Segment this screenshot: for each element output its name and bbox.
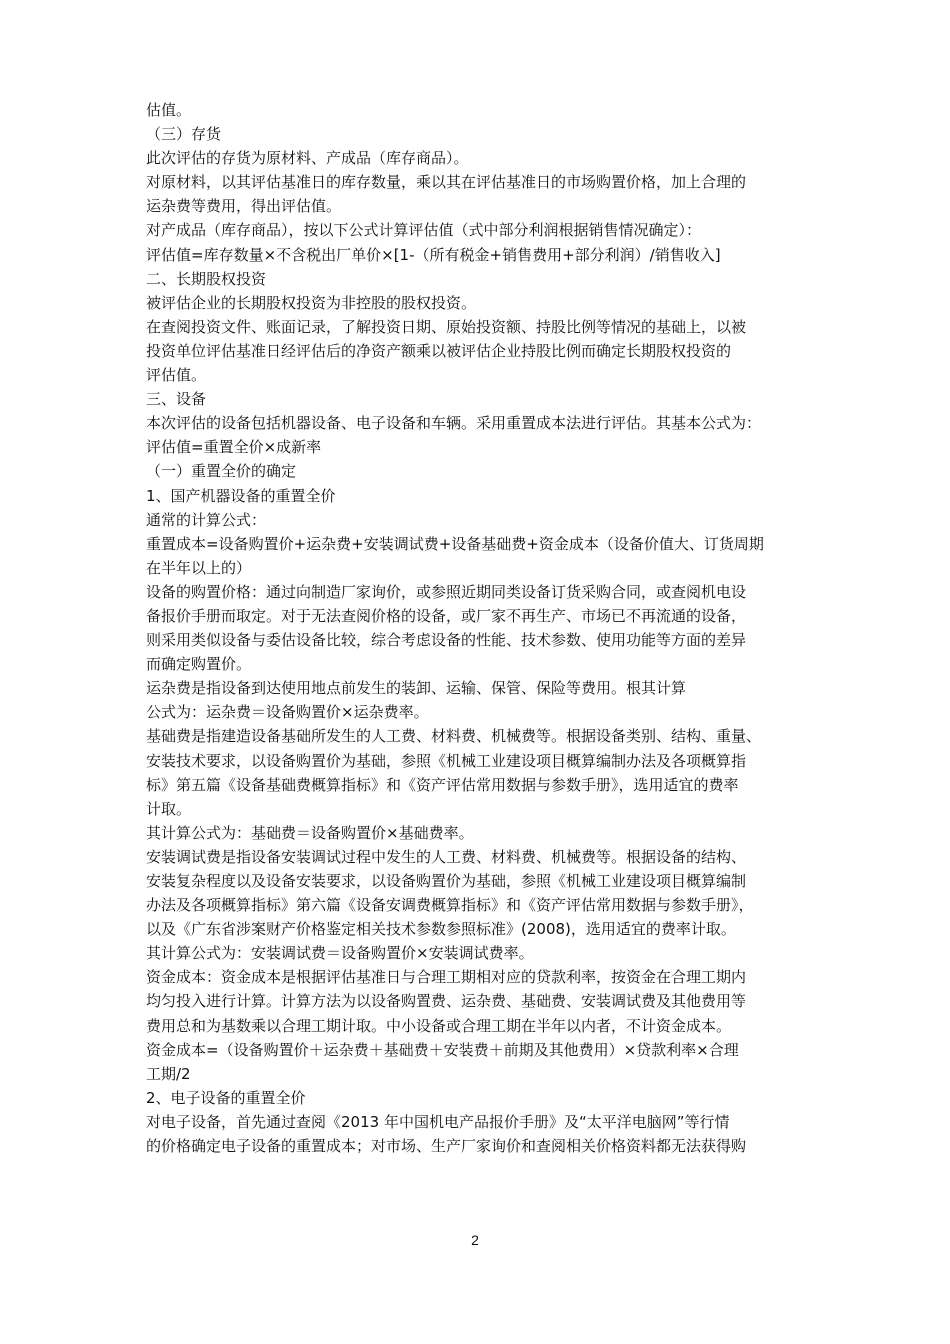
text-line: 均匀投入进行计算。计算方法为以设备购置费、运杂费、基础费、安装调试费及其他费用等 (146, 992, 747, 1011)
page-number: 2 (471, 1232, 479, 1248)
text-line: 1、国产机器设备的重置全价 (146, 486, 336, 505)
text-line: 以及《广东省涉案财产价格鉴定相关技术参数参照标准》(2008)，选用适宜的费率计取。 (146, 920, 736, 939)
text-line: 估值。 (146, 101, 192, 119)
text-line: 2、电子设备的重置全价 (146, 1088, 306, 1107)
text-line: 三、设备 (146, 390, 207, 409)
text-line: 对电子设备，首先通过查阅《2013 年中国机电产品报价手册》及“太平洋电脑网”等行情 (146, 1112, 730, 1131)
text-line: 在半年以上的） (146, 558, 252, 577)
text-line: 标》第五篇《设备基础费概算指标》和《资产评估常用数据与参数手册》，选用适宜的费率 (146, 775, 739, 794)
text-line: 其计算公式为：安装调试费＝设备购置价×安装调试费率。 (146, 944, 534, 963)
text-line: （三）存货 (146, 125, 222, 144)
text-line: 设备的购置价格：通过向制造厂家询价，或参照近期同类设备订货采购合同，或查阅机电设 (146, 582, 747, 601)
text-line: 投资单位评估基准日经评估后的净资产额乘以被评估企业持股比例而确定长期股权投资的 (146, 341, 732, 360)
text-line: 通常的计算公式： (146, 510, 267, 529)
text-line: 评估值。 (146, 366, 207, 385)
text-line: 公式为：运杂费＝设备购置价×运杂费率。 (146, 703, 429, 722)
text-line: 二、长期股权投资 (146, 269, 267, 288)
text-line: 安装调试费是指设备安装调试过程中发生的人工费、材料费、机械费等。根据设备的结构、 (146, 847, 747, 866)
text-line: 资金成本：资金成本是根据评估基准日与合理工期相对应的贷款利率，按资金在合理工期内 (146, 968, 747, 987)
text-line: 对产成品（库存商品），按以下公式计算评估值（式中部分利润根据销售情况确定）： (146, 221, 702, 240)
text-line: 在查阅投资文件、账面记录，了解投资日期、原始投资额、持股比例等情况的基础上，以被 (146, 317, 747, 336)
body-text (146, 98, 811, 1158)
text-line: 重置成本=设备购置价+运杂费+安装调试费+设备基础费+资金成本（设备价值大、订货周期 (146, 534, 764, 553)
text-line: 评估值=重置全价×成新率 (146, 438, 322, 457)
text-line: 费用总和为基数乘以合理工期计取。中小设备或合理工期在半年以内者，不计资金成本。 (146, 1016, 732, 1035)
text-line: 计取。 (146, 799, 192, 818)
text-line: 本次评估的设备包括机器设备、电子设备和车辆。采用重置成本法进行评估。其基本公式为： (146, 414, 762, 433)
text-line: 安装复杂程度以及设备安装要求，以设备购置价为基础，参照《机械工业建设项目概算编制 (146, 872, 747, 890)
text-line: 其计算公式为：基础费＝设备购置价×基础费率。 (146, 823, 474, 842)
text-line: 而确定购置价。 (146, 655, 252, 674)
text-line: 运杂费等费用，得出评估值。 (146, 197, 342, 216)
text-line: 对原材料，以其评估基准日的库存数量，乘以其在评估基准日的市场购置价格，加上合理的 (146, 173, 747, 192)
text-line: （一）重置全价的确定 (146, 462, 297, 481)
text-line: 基础费是指建造设备基础所发生的人工费、材料费、机械费等。根据设备类别、结构、重量、 (146, 727, 762, 746)
text-line: 办法及各项概算指标》第六篇《设备安调费概算指标》和《资产评估常用数据与参数手册》， (146, 896, 754, 915)
text-line: 评估值=库存数量×不含税出厂单价×[1-（所有税金+销售费用+部分利润）/销售收入] (146, 245, 721, 264)
text-line: 运杂费是指设备到达使用地点前发生的装卸、运输、保管、保险等费用。根其计算 (146, 679, 687, 698)
text-line: 工期/2 (146, 1064, 191, 1083)
text-line: 资金成本=（设备购置价＋运杂费＋基础费＋安装费＋前期及其他费用）×贷款利率×合理 (146, 1040, 739, 1059)
text-line: 的价格确定电子设备的重置成本；对市场、生产厂家询价和查阅相关价格资料都无法获得购 (146, 1137, 747, 1156)
text-line: 此次评估的存货为原材料、产成品（库存商品）。 (146, 149, 469, 168)
text-line: 则采用类似设备与委估设备比较，综合考虑设备的性能、技术参数、使用功能等方面的差异 (146, 631, 747, 650)
text-line: 安装技术要求，以设备购置价为基础，参照《机械工业建设项目概算编制办法及各项概算指 (146, 751, 747, 770)
text-line: 备报价手册而取定。对于无法查阅价格的设备，或厂家不再生产、市场已不再流通的设备， (146, 606, 747, 625)
text-line: 被评估企业的长期股权投资为非控股的股权投资。 (146, 293, 477, 312)
